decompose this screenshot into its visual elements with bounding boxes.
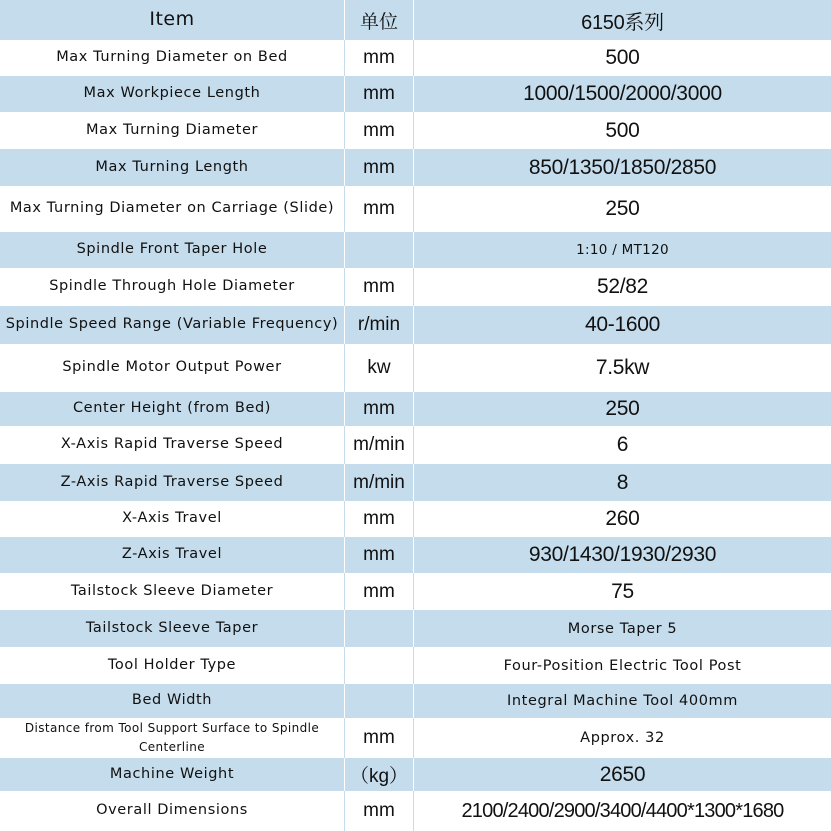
row-item: Tool Holder Type (107, 656, 237, 673)
row-item: Machine Weight (109, 765, 235, 782)
table-row (0, 501, 831, 537)
row-item: Max Workpiece Length (83, 85, 261, 102)
row-item: Spindle Through Hole Diameter (49, 278, 295, 295)
table-row (0, 647, 831, 684)
row-unit: mm (344, 186, 414, 232)
table-row (0, 684, 831, 718)
row-item: Z-Axis Travel (121, 546, 223, 563)
row-item: Max Turning Diameter (85, 121, 259, 138)
row-value: 52/82 (596, 275, 649, 298)
row-value: 260 (605, 507, 640, 530)
row-value: Four-Position Electric Tool Post (503, 657, 742, 674)
table-row (0, 718, 831, 758)
table-row (0, 268, 831, 306)
row-item: X-Axis Rapid Traverse Speed (60, 436, 284, 453)
row-value: 1:10 / MT120 (576, 242, 669, 258)
row-item: Center Height (from Bed) (72, 400, 272, 417)
row-unit: mm (344, 149, 414, 186)
row-unit: mm (344, 76, 414, 112)
row-item: Z-Axis Rapid Traverse Speed (60, 473, 284, 490)
table-row (0, 306, 831, 344)
table-row (0, 149, 831, 186)
header-unit: 单位 (344, 0, 414, 40)
table-row (0, 610, 831, 647)
row-value: 7.5kw (595, 356, 650, 379)
row-value: 500 (605, 46, 640, 69)
row-value: 2100/2400/2900/3400/4400*1300*1680 (461, 799, 784, 822)
row-item: Bed Width (131, 692, 213, 709)
row-unit: （kg） (344, 758, 414, 791)
table-row (0, 392, 831, 426)
row-value: Integral Machine Tool 400mm (507, 693, 738, 709)
row-value: 1000/1500/2000/3000 (523, 82, 722, 105)
row-item: Tailstock Sleeve Diameter (70, 582, 274, 599)
row-value: 850/1350/1850/2850 (528, 155, 717, 179)
row-value: 250 (605, 397, 640, 420)
row-item: Max Turning Length (95, 158, 249, 175)
table-row (0, 758, 831, 791)
row-unit: mm (344, 40, 414, 76)
header-item: Item (149, 8, 195, 31)
table-row (0, 426, 831, 464)
row-unit: mm (344, 112, 414, 149)
row-value: 2650 (599, 762, 646, 786)
row-unit: mm (344, 537, 414, 573)
table-row (0, 573, 831, 610)
row-value: Morse Taper 5 (567, 620, 678, 637)
table-row (0, 344, 831, 392)
table-row (0, 76, 831, 112)
row-value: 500 (605, 118, 640, 142)
row-item: Spindle Motor Output Power (62, 359, 282, 376)
row-value: 930/1430/1930/2930 (528, 543, 717, 566)
row-value: 75 (611, 579, 634, 603)
table-row (0, 232, 831, 268)
row-unit: m/min (344, 426, 414, 464)
row-value: 250 (605, 197, 640, 220)
row-item: Distance from Tool Support Surface to Spindle Centerline (24, 720, 320, 754)
row-unit (344, 610, 414, 647)
row-unit: mm (344, 501, 414, 537)
table-row (0, 112, 831, 149)
table-row (0, 464, 831, 501)
table-row (0, 40, 831, 76)
row-value: 6 (616, 433, 629, 456)
row-item: Overall Dimensions (96, 802, 248, 819)
row-unit (344, 232, 414, 268)
row-item: Max Turning Diameter on Bed (56, 49, 288, 66)
row-unit: mm (344, 791, 414, 831)
row-unit: mm (344, 573, 414, 610)
row-value: 8 (616, 470, 629, 494)
row-unit: kw (344, 344, 414, 392)
table-row (0, 537, 831, 573)
row-item: Tailstock Sleeve Taper (85, 619, 259, 636)
row-item: X-Axis Travel (122, 510, 222, 527)
table-row (0, 186, 831, 232)
header-value: 6150系列 (581, 11, 664, 34)
row-item: Spindle Front Taper Hole (76, 241, 268, 258)
row-unit: mm (344, 268, 414, 306)
row-unit (344, 647, 414, 684)
header-row (0, 0, 831, 40)
row-item: Max Turning Diameter on Carriage (Slide) (9, 200, 335, 217)
row-value: Approx. 32 (580, 730, 665, 746)
row-value: 40-1600 (585, 313, 660, 336)
row-unit: m/min (344, 464, 414, 501)
table-row (0, 791, 831, 831)
row-unit: mm (344, 718, 414, 758)
row-unit: mm (344, 392, 414, 426)
row-unit (344, 684, 414, 718)
row-item: Spindle Speed Range (Variable Frequency) (5, 316, 339, 333)
row-unit: r/min (344, 306, 414, 344)
